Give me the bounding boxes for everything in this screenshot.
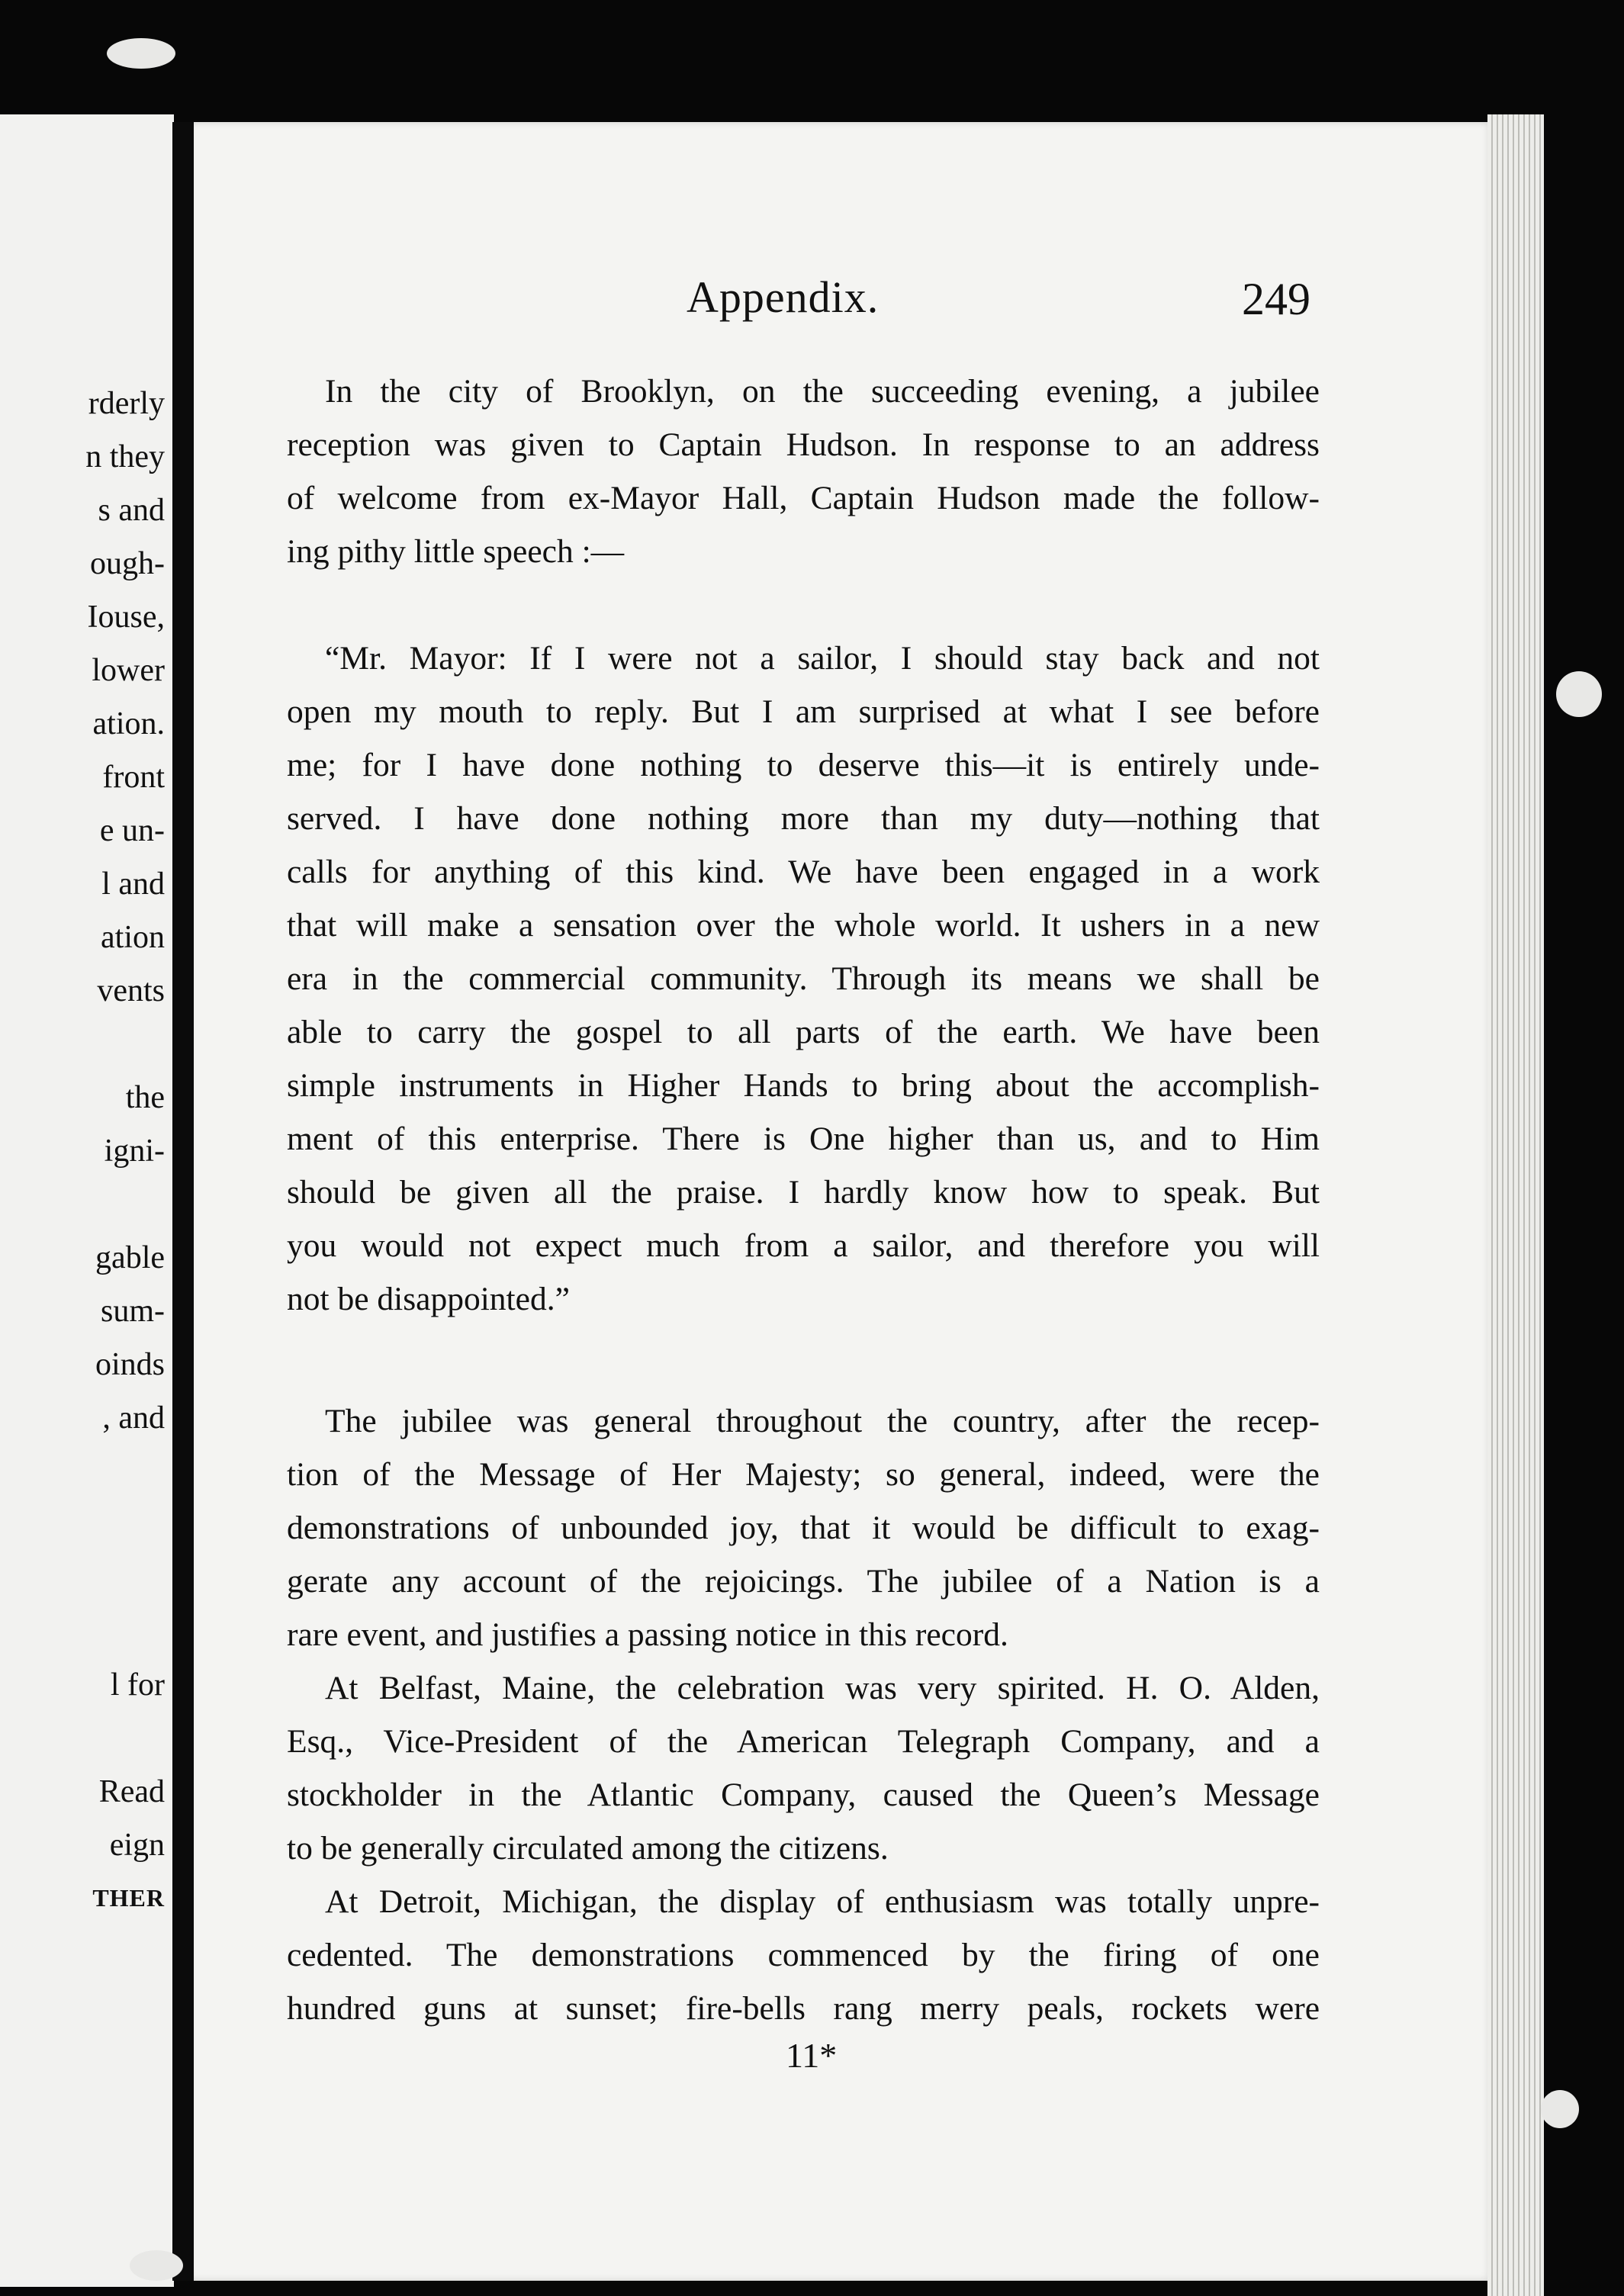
page-edges xyxy=(1487,114,1544,2296)
left-fragment: oinds xyxy=(95,1347,165,1382)
speech-line: not be disappointed.” xyxy=(287,1281,570,1317)
signature-mark: 11* xyxy=(786,2036,838,2075)
speech-line: ment of this enterprise. There is One higher than us, and to Him xyxy=(287,1121,1320,1157)
page-number: 249 xyxy=(1242,274,1310,324)
text-line: of welcome from ex-Mayor Hall, Captain Hudson made the follow- xyxy=(287,480,1320,516)
left-fragment: lower xyxy=(92,653,165,688)
speech-line: you would not expect much from a sailor, and therefore you will xyxy=(287,1227,1320,1264)
left-fragment: Read xyxy=(98,1774,165,1809)
scan-speck xyxy=(130,2250,183,2281)
left-fragment: l for xyxy=(110,1667,165,1703)
text-line: to be generally circulated among the citizens. xyxy=(287,1830,889,1867)
scan-speck xyxy=(1556,671,1602,717)
text-line: In the city of Brooklyn, on the succeeding evening, a jubilee xyxy=(325,373,1320,410)
text-line: rare event, and justifies a passing notice in this record. xyxy=(287,1616,1008,1653)
left-fragment: THER xyxy=(92,1884,165,1912)
left-fragment: igni- xyxy=(104,1134,165,1169)
speech-line: me; for I have done nothing to deserve this—it is entirely unde- xyxy=(287,747,1320,783)
book-gutter xyxy=(172,122,195,2281)
speech-line: simple instruments in Higher Hands to bring about the accomplish- xyxy=(287,1067,1320,1104)
speech-line: open my mouth to reply. But I am surprised at what I see before xyxy=(287,693,1320,730)
scan-speck xyxy=(107,38,175,69)
left-fragment: , and xyxy=(102,1400,165,1436)
speech-line: calls for anything of this kind. We have been engaged in a work xyxy=(287,854,1320,890)
left-fragment: the xyxy=(125,1080,165,1115)
text-line: tion of the Message of Her Majesty; so general, indeed, were the xyxy=(287,1456,1320,1493)
left-fragment: rderly xyxy=(88,386,165,421)
text-line: ing pithy little speech :— xyxy=(287,533,625,570)
text-line: Esq., Vice-President of the American Telegraph Company, and a xyxy=(287,1723,1320,1760)
left-fragment: sum- xyxy=(101,1294,165,1329)
text-line: At Belfast, Maine, the celebration was very spirited. H. O. Alden, xyxy=(325,1670,1320,1706)
left-fragment: s and xyxy=(98,493,165,528)
text-line: The jubilee was general throughout the country, after the recep- xyxy=(325,1403,1320,1439)
left-fragment: n they xyxy=(85,439,165,474)
left-fragment: vents xyxy=(97,973,165,1008)
text-line: gerate any account of the rejoicings. The jubilee of a Nation is a xyxy=(287,1563,1320,1600)
left-fragment: front xyxy=(102,760,165,795)
speech-line: era in the commercial community. Through its means we shall be xyxy=(287,960,1320,997)
speech-line: able to carry the gospel to all parts of the earth. We have been xyxy=(287,1014,1320,1050)
speech-line: that will make a sensation over the whole world. It ushers in a new xyxy=(287,907,1320,944)
speech-line: should be given all the praise. I hardly know how to speak. But xyxy=(287,1174,1320,1211)
speech-line: “Mr. Mayor: If I were not a sailor, I should stay back and not xyxy=(325,640,1320,677)
text-line: stockholder in the Atlantic Company, caused the Queen’s Message xyxy=(287,1777,1320,1813)
left-fragment: eign xyxy=(109,1828,165,1863)
text-line: demonstrations of unbounded joy, that it would be difficult to exag- xyxy=(287,1510,1320,1546)
left-fragment: ation xyxy=(101,920,165,955)
text-line: reception was given to Captain Hudson. In response to an address xyxy=(287,426,1320,463)
left-fragment: l and xyxy=(101,867,165,902)
left-fragment: e un- xyxy=(99,813,165,848)
running-head: Appendix. xyxy=(687,272,880,322)
left-fragment: ation. xyxy=(92,706,165,741)
left-fragment: Iouse, xyxy=(87,600,165,635)
text-line: At Detroit, Michigan, the display of enthusiasm was totally unpre- xyxy=(325,1883,1320,1920)
previous-page-edge xyxy=(0,114,174,2287)
speech-line: served. I have done nothing more than my duty—nothing that xyxy=(287,800,1320,837)
left-fragment: gable xyxy=(95,1240,165,1275)
text-line: cedented. The demonstrations commenced by the firing of one xyxy=(287,1937,1320,1973)
left-fragment: ough- xyxy=(90,546,165,581)
text-line: hundred guns at sunset; fire-bells rang merry peals, rockets were xyxy=(287,1990,1320,2027)
scan-speck xyxy=(1541,2090,1579,2128)
